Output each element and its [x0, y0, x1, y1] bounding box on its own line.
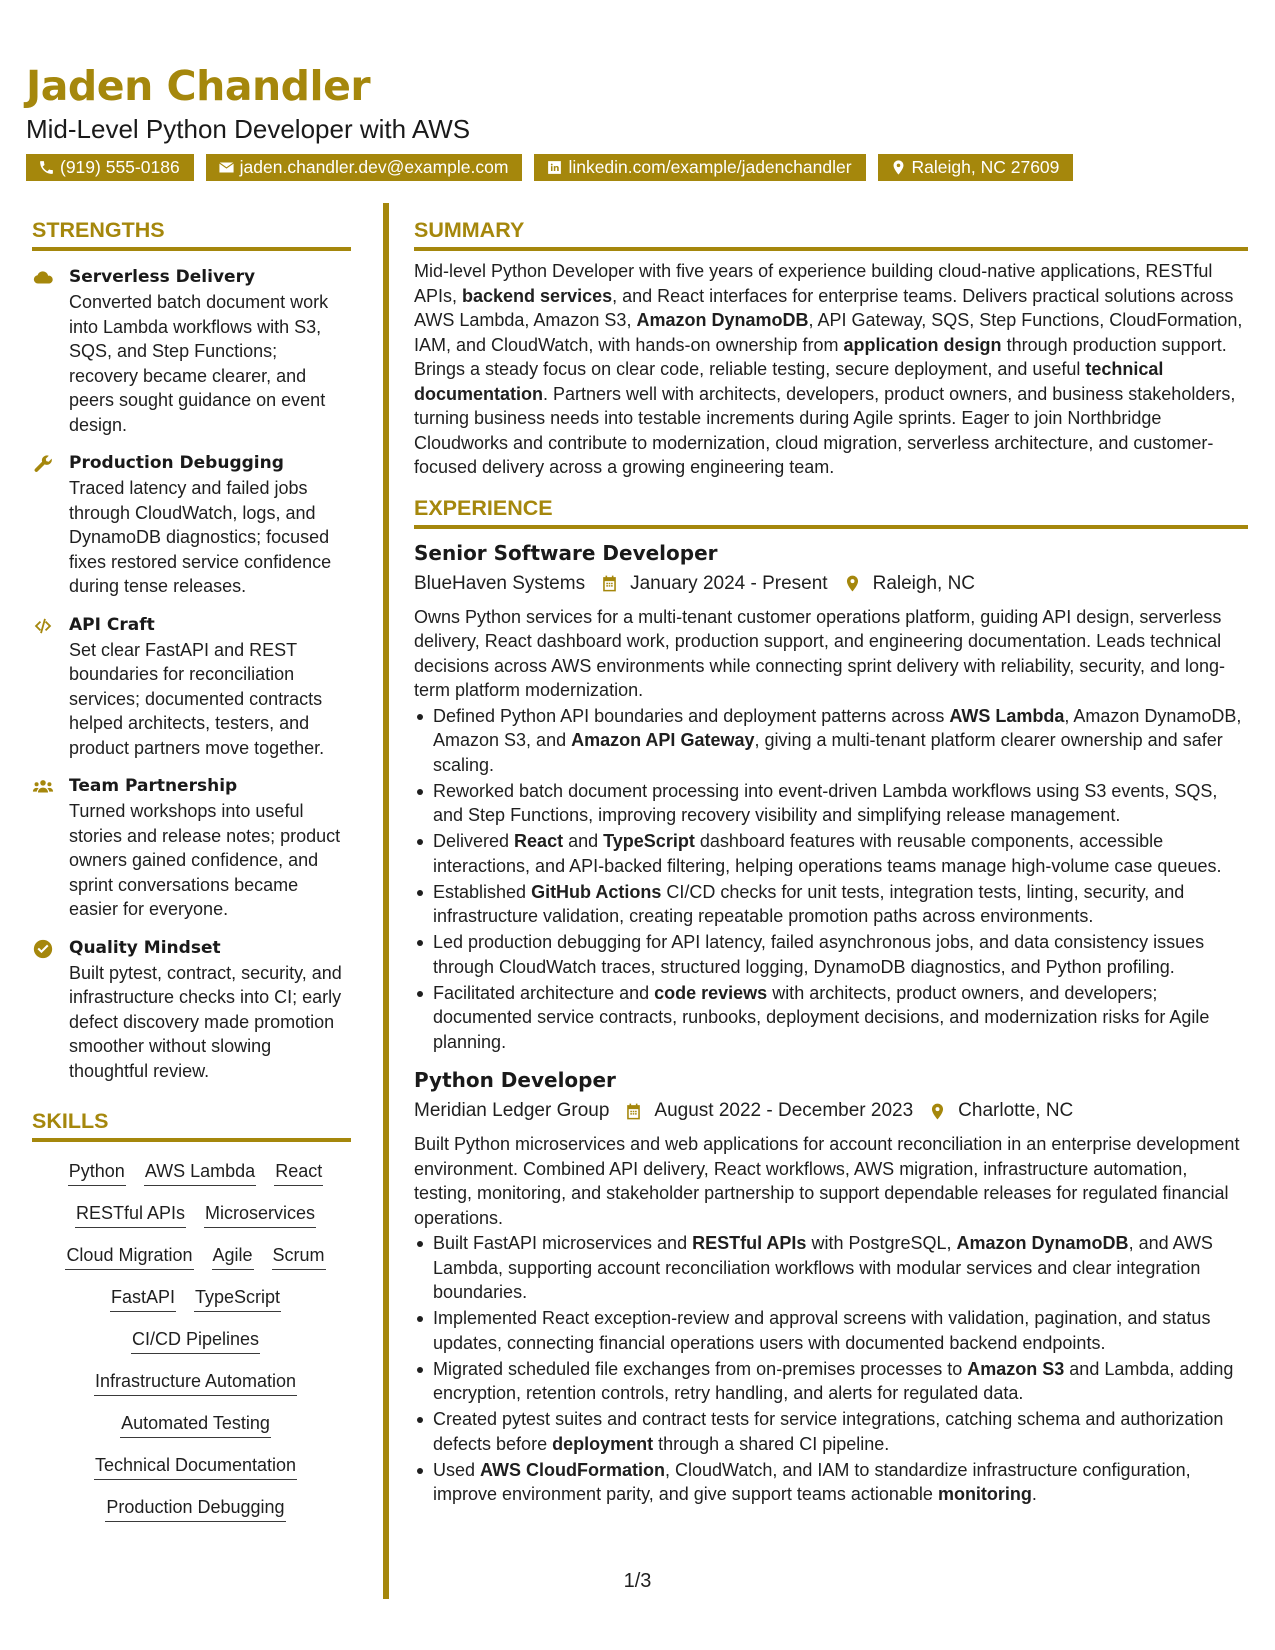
job-location: Charlotte, NC	[958, 1100, 1074, 1121]
summary-text: Mid-level Python Developer with five years of experience building cloud-native applications, RESTful APIs, backend services, and React interfaces for enterprise teams. Delivers practical solutions across AWS Lambda, Amazon S3, Amazon DynamoDB, API Gateway, SQS, Step Functions, CloudFormation, IAM, and CloudWatch, with hands-on ownership from application design through production support. Brings a steady focus on clear code, reliable testing, secure deployment, and useful technical documentation. Partners well with architects, developers, product owners, and business stakeholders, turning business needs into testable increments during Agile sprints. Eager to join Northbridge Cloudworks and contribute to modernization, cloud migration, serverless architecture, and customer-focused delivery across a growing engineering team.	[414, 261, 1243, 477]
skill-tag: AWS Lambda	[144, 1158, 256, 1186]
skill-tag: React	[274, 1158, 323, 1186]
bold-keyword: AWS CloudFormation	[480, 1459, 666, 1480]
right-column	[414, 216, 1248, 1508]
cloud-icon	[32, 267, 54, 289]
code-icon	[32, 615, 54, 637]
page-number: 1/3	[623, 1570, 652, 1592]
job-description: Owns Python services for a multi-tenant customer operations platform, guiding API design, serverless delivery, React dashboard work, production support, and engineering documentation. Leads technical decisions across AWS environments while connecting sprint delivery with reliability, security, and long-term platform modernization.	[414, 606, 1226, 700]
bold-keyword: application design	[843, 334, 1002, 355]
job-dates: August 2022 - December 2023	[654, 1100, 914, 1121]
experience-heading: EXPERIENCE	[414, 494, 1248, 529]
skill-tag: RESTful APIs	[75, 1200, 186, 1228]
bold-keyword: monitoring	[937, 1484, 1032, 1504]
contact-bar	[26, 154, 1256, 181]
job-bullet: Led production debugging for API latency, failed asynchronous jobs, and data consistency issues through CloudWatch traces, structured logging, DynamoDB diagnostics, and Python profiling.	[414, 930, 1248, 979]
skill-row	[32, 1410, 351, 1438]
skill-row	[32, 1452, 351, 1480]
job-bullet: Delivered React and TypeScript dashboard features with reusable components, accessible interactions, and API-backed filtering, helping operations teams manage high-volume case queues.	[414, 829, 1248, 878]
strength-title: Quality Mindset	[69, 937, 221, 958]
job-bullet: Migrated scheduled file exchanges from on-premises processes to Amazon S3 and Lambda, adding encryption, retention controls, retry handling, and alerts for regulated data.	[414, 1357, 1248, 1406]
bold-keyword: deployment	[552, 1433, 654, 1454]
job-bullets	[414, 704, 1248, 1055]
envelope-icon	[218, 159, 235, 176]
bold-keyword: RESTful APIs	[692, 1233, 807, 1253]
strength-title: Team Partnership	[69, 776, 238, 796]
skill-tag: Scrum	[272, 1242, 326, 1270]
job-title: Senior Software Developer	[414, 540, 718, 565]
bold-keyword: backend services	[462, 285, 613, 306]
strength-item	[32, 936, 351, 1084]
skills-list	[32, 1158, 351, 1522]
strength-item	[32, 265, 351, 437]
job-dates: January 2024 - Present	[630, 572, 828, 594]
candidate-name: Jaden Chandler	[26, 62, 371, 110]
bold-keyword: Amazon S3	[967, 1358, 1065, 1379]
skill-tag: Technical Documentation	[94, 1452, 297, 1480]
job-company: BlueHaven Systems	[414, 572, 586, 594]
strengths-heading: STRENGTHS	[32, 216, 351, 251]
location-text: Raleigh, NC 27609	[911, 157, 1060, 177]
strength-desc: Traced latency and failed jobs through CloudWatch, logs, and DynamoDB diagnostics; focused fixes restored service confidence during tense releases.	[69, 478, 332, 596]
job-bullet: Reworked batch document processing into event-driven Lambda workflows using S3 events, SQS, and Step Functions, improving recovery visibility and simplifying release management.	[414, 779, 1248, 828]
email-address: jaden.chandler.dev@example.com	[239, 157, 509, 177]
job-bullet: Built FastAPI microservices and RESTful APIs with PostgreSQL, Amazon DynamoDB, and AWS Lambda, supporting account reconciliation workflows with modular services and clear integration boundaries.	[414, 1231, 1248, 1305]
skill-tag: Python	[68, 1158, 126, 1186]
bold-keyword: Amazon DynamoDB	[956, 1233, 1129, 1253]
wrench-icon	[32, 453, 54, 475]
job-bullet: Established GitHub Actions CI/CD checks for unit tests, integration tests, linting, security, and infrastructure validation, creating repeatable promotion paths across environments.	[414, 880, 1248, 929]
bold-keyword: TypeScript	[603, 831, 695, 851]
left-column	[32, 216, 351, 1536]
bold-keyword: code reviews	[654, 982, 768, 1003]
resume-header	[26, 60, 1256, 181]
job-entry	[414, 539, 1248, 1055]
map-pin-icon	[843, 574, 862, 593]
strength-desc: Set clear FastAPI and REST boundaries for reconciliation services; documented contracts helped architects, testers, and product partners move together.	[69, 639, 325, 758]
summary-heading: SUMMARY	[414, 216, 1248, 251]
job-description: Built Python microservices and web applications for account reconciliation in an enterprise development environment. Combined API delivery, React workflows, AWS migration, infrastructure automation, testing, monitoring, and stakeholder partnership to support dependable releases for regulated financial operations.	[414, 1134, 1240, 1228]
check-circle-icon	[32, 938, 54, 960]
job-bullet: Used AWS CloudFormation, CloudWatch, and IAM to standardize infrastructure configuration, improve environment parity, and give support teams actionable monitoring.	[414, 1458, 1248, 1507]
job-bullet: Implemented React exception-review and approval screens with validation, pagination, and status updates, connecting financial operations users with documented backend endpoints.	[414, 1306, 1248, 1355]
contact-location	[878, 154, 1074, 181]
job-meta	[414, 1096, 1248, 1126]
strength-item	[32, 613, 351, 761]
skill-tag: CI/CD Pipelines	[131, 1326, 260, 1354]
skill-row	[32, 1326, 351, 1354]
skill-tag: Automated Testing	[120, 1410, 271, 1438]
map-pin-icon	[890, 159, 907, 176]
skill-tag: Agile	[212, 1242, 254, 1270]
candidate-title: Mid-Level Python Developer with AWS	[26, 114, 471, 144]
map-pin-icon	[928, 1102, 947, 1121]
skill-tag: Microservices	[204, 1200, 316, 1228]
skill-row	[32, 1200, 351, 1228]
calendar-icon	[600, 574, 619, 593]
strength-title: API Craft	[69, 614, 155, 635]
strength-item	[32, 451, 351, 599]
contact-linkedin[interactable]	[534, 154, 865, 181]
bold-keyword: GitHub Actions	[531, 881, 662, 902]
bold-keyword: Amazon API Gateway	[571, 730, 755, 750]
strength-desc: Turned workshops into useful stories and release notes; product owners gained confidence, and sprint conversations became easier for everyone.	[69, 801, 341, 919]
bold-keyword: technical documentation	[414, 359, 1164, 404]
skill-tag: TypeScript	[194, 1284, 281, 1312]
linkedin-url: linkedin.com/example/jadenchandler	[568, 157, 852, 177]
calendar-icon	[624, 1102, 643, 1121]
skill-tag: Cloud Migration	[65, 1242, 193, 1270]
strength-desc: Converted batch document work into Lambda workflows with S3, SQS, and Step Functions; recovery became clearer, and peers sought guidance on event design.	[69, 292, 329, 435]
linkedin-icon	[546, 159, 563, 176]
job-bullet: Facilitated architecture and code reviews with architects, product owners, and developers; documented service contracts, runbooks, deployment decisions, and modernization risks for Agile planning.	[414, 981, 1248, 1055]
contact-email[interactable]	[206, 154, 523, 181]
skill-tag: FastAPI	[110, 1284, 176, 1312]
strength-item	[32, 774, 351, 922]
skill-row	[32, 1368, 351, 1396]
skills-heading: SKILLS	[32, 1107, 351, 1142]
column-divider	[383, 203, 389, 1599]
phone-icon	[38, 159, 55, 176]
strength-title: Production Debugging	[69, 453, 284, 473]
job-title: Python Developer	[414, 1068, 616, 1092]
job-company: Meridian Ledger Group	[414, 1100, 610, 1121]
strength-title: Serverless Delivery	[69, 267, 256, 287]
strength-desc: Built pytest, contract, security, and infrastructure checks into CI; early defect discovery made promotion smoother without slowing thoughtful review.	[69, 962, 342, 1081]
job-bullet: Defined Python API boundaries and deployment patterns across AWS Lambda, Amazon DynamoDB, Amazon S3, and Amazon API Gateway, giving a multi-tenant platform clearer ownership and safer scaling.	[414, 704, 1248, 778]
phone-number: (919) 555-0186	[60, 157, 180, 177]
skill-row	[32, 1284, 351, 1312]
job-entry	[414, 1066, 1248, 1507]
job-location: Raleigh, NC	[872, 572, 976, 594]
skill-tag: Production Debugging	[105, 1494, 285, 1522]
users-icon	[32, 776, 54, 798]
contact-phone[interactable]	[26, 154, 194, 181]
skill-row	[32, 1242, 351, 1270]
job-bullet: Created pytest suites and contract tests for service integrations, catching schema and authorization defects before deployment through a shared CI pipeline.	[414, 1407, 1248, 1456]
skill-row	[32, 1158, 351, 1186]
bold-keyword: AWS Lambda	[949, 705, 1065, 726]
skill-tag: Infrastructure Automation	[94, 1368, 297, 1396]
bold-keyword: Amazon DynamoDB	[636, 310, 809, 330]
job-bullets	[414, 1231, 1248, 1507]
job-meta	[414, 569, 1248, 599]
bold-keyword: React	[514, 831, 564, 851]
skill-row	[32, 1494, 351, 1522]
